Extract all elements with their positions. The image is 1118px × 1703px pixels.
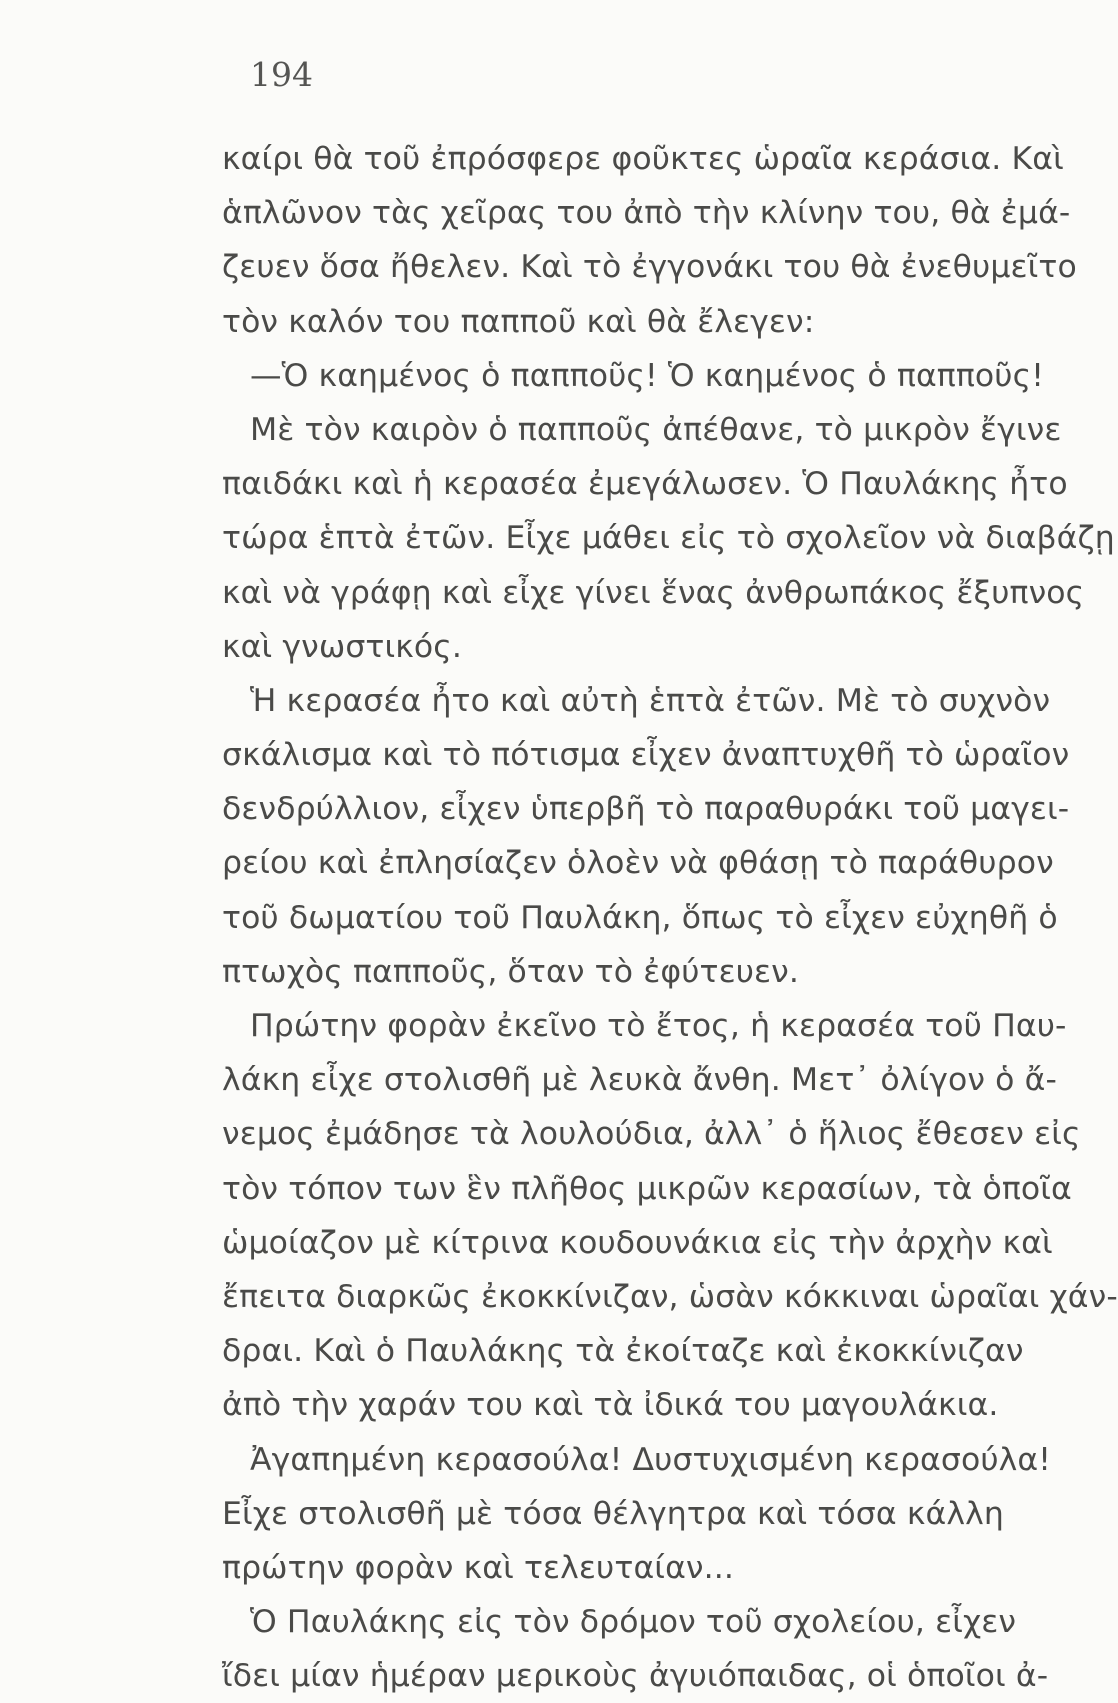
text-line: ἔπειτα διαρκῶς ἐκοκκίνιζαν, ὡσὰν κόκκιναι ὡραῖαι χάν- — [222, 1278, 1118, 1315]
text-line: Πρώτην φορὰν ἐκεῖνο τὸ ἔτος, ἡ κερασέα τοῦ Παυ- — [250, 1008, 1067, 1044]
text-line: τὸν τόπον των ἓν πλῆθος μικρῶν κερασίων, τὰ ὁποῖα — [222, 1170, 1072, 1207]
text-line: καίρι θὰ τοῦ ἐπρόσφερε φοῦκτες ὡραῖα κεράσια. Καὶ — [222, 141, 1064, 177]
text-line: ἀπὸ τὴν χαράν του καὶ τὰ ἰδικά του μαγουλάκια. — [222, 1387, 999, 1424]
text-line: σκάλισμα καὶ τὸ πότισμα εἶχεν ἀναπτυχθῆ τὸ ὡραῖον — [222, 737, 1070, 774]
text-line: τώρα ἑπτὰ ἐτῶν. Εἶχε μάθει εἰς τὸ σχολεῖον νὰ διαβάζῃ — [222, 520, 1115, 557]
text-line: ἁπλῶνον τὰς χεῖρας του ἀπὸ τὴν κλίνην του, θὰ ἐμά- — [222, 195, 1071, 232]
text-line: λάκη εἶχε στολισθῆ μὲ λευκὰ ἄνθη. Μετ᾽ ὀλίγον ὁ ἄ- — [222, 1062, 1057, 1099]
text-line: πτωχὸς παπποῦς, ὅταν τὸ ἐφύτευεν. — [222, 953, 799, 990]
text-line: τοῦ δωματίου τοῦ Παυλάκη, ὅπως τὸ εἶχεν εὐχηθῆ ὁ — [222, 899, 1058, 936]
text-line: ζευεν ὅσα ἤθελεν. Καὶ τὸ ἐγγονάκι του θὰ ἐνεθυμεῖτο — [222, 249, 1077, 286]
text-line: καὶ νὰ γράφῃ καὶ εἶχε γίνει ἕνας ἀνθρωπάκος ἔξυπνος — [222, 574, 1085, 611]
text-line: Εἶχε στολισθῆ μὲ τόσα θέλγητρα καὶ τόσα κάλλη — [222, 1495, 1004, 1532]
text-line: ὡμοίαζον μὲ κίτρινα κουδουνάκια εἰς τὴν ἀρχὴν καὶ — [222, 1224, 1053, 1261]
text-line: δενδρύλλιον, εἶχεν ὑπερβῆ τὸ παραθυράκι τοῦ μαγει- — [222, 791, 1070, 828]
text-line: Μὲ τὸν καιρὸν ὁ παπποῦς ἀπέθανε, τὸ μικρὸν ἔγινε — [250, 411, 1062, 448]
text-line: Ἀγαπημένη κερασούλα! Δυστυχισμένη κερασούλα! — [250, 1441, 1052, 1478]
body-text — [222, 132, 1118, 1703]
page-number: 194 — [250, 55, 313, 94]
text-line: νεμος ἐμάδησε τὰ λουλούδια, ἀλλ᾽ ὁ ἥλιος ἔθεσεν εἰς — [222, 1116, 1081, 1153]
text-line: —Ὁ καημένος ὁ παπποῦς! Ὁ καημένος ὁ παπποῦς! — [250, 357, 1044, 394]
text-line: καὶ γνωστικός. — [222, 628, 462, 665]
text-line: Ἡ κερασέα ἦτο καὶ αὐτὴ ἑπτὰ ἐτῶν. Μὲ τὸ συχνὸν — [250, 682, 1051, 719]
text-line: τὸν καλόν του παπποῦ καὶ θὰ ἔλεγεν: — [222, 303, 815, 340]
text-line: παιδάκι καὶ ἡ κερασέα ἐμεγάλωσεν. Ὁ Παυλάκης ἦτο — [222, 466, 1068, 503]
text-line: πρώτην φορὰν καὶ τελευταίαν... — [222, 1549, 734, 1586]
text-line: δραι. Καὶ ὁ Παυλάκης τὰ ἐκοίταζε καὶ ἐκοκκίνιζαν — [222, 1333, 1024, 1370]
text-line: ρείου καὶ ἐπλησίαζεν ὁλοὲν νὰ φθάσῃ τὸ παράθυρον — [222, 845, 1054, 882]
text-line: Ὁ Παυλάκης εἰς τὸν δρόμον τοῦ σχολείου, εἶχεν — [250, 1604, 1017, 1641]
text-line: ἴδει μίαν ἡμέραν μερικοὺς ἀγυιόπαιδας, οἱ ὁποῖοι ἀ- — [222, 1658, 1049, 1695]
